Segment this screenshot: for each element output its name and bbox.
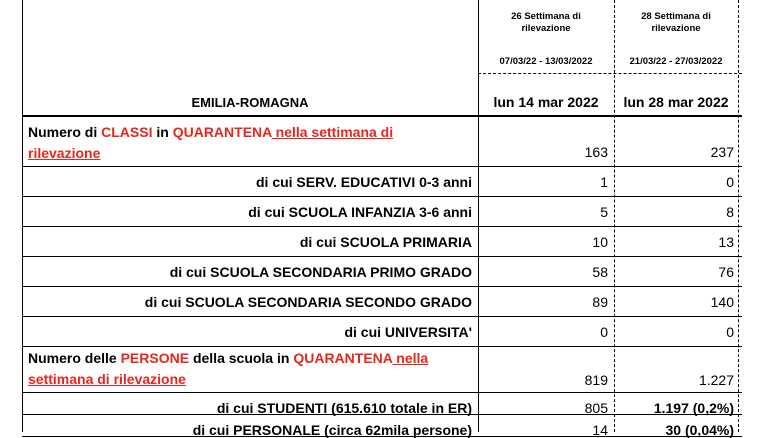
col1-date-range: 07/03/22 - 13/03/2022 (499, 56, 593, 67)
row-border (22, 286, 742, 287)
table-right-border (738, 0, 739, 432)
row-border (22, 392, 742, 393)
header-divider (478, 73, 742, 74)
row-label: di cui SCUOLA INFANZIA 3-6 anni (248, 204, 472, 220)
col2-date: lun 28 mar 2022 (623, 94, 729, 110)
row-border (22, 346, 742, 347)
row-label: di cui SCUOLA SECONDARIA SECONDO GRADO (144, 294, 472, 310)
row-label: di cui SCUOLA SECONDARIA PRIMO GRADO (169, 264, 472, 280)
row-col1-value: 10 (592, 234, 608, 250)
row-col1-value: 5 (600, 204, 608, 220)
persone-section-label: Numero delle PERSONE della scuola in QUARANTENA nella settimana di rilevazione (28, 350, 429, 387)
row-col2-value: 0 (726, 174, 734, 190)
row-border (22, 414, 742, 415)
persone-col2-value: 1.227 (698, 372, 734, 388)
row-col2-value: 140 (710, 294, 734, 310)
row-col1-value: 58 (592, 264, 608, 280)
row-label: di cui UNIVERSITA' (344, 324, 472, 340)
header-bottom-border (22, 115, 742, 117)
row-border (22, 226, 742, 227)
classi-col2-value: 237 (710, 144, 734, 160)
row-border (22, 316, 742, 317)
quarantine-table (22, 0, 742, 438)
row-col1-value: 14 (592, 422, 608, 438)
row-label: di cui STUDENTI (615.610 totale in ER) (216, 400, 472, 416)
row-border (22, 196, 742, 197)
row-label: di cui SCUOLA PRIMARIA (299, 234, 472, 250)
row-col2-value: 0 (726, 324, 734, 340)
row-col1-value: 0 (600, 324, 608, 340)
col1-date: lun 14 mar 2022 (493, 94, 599, 110)
row-col2-value: 8 (726, 204, 734, 220)
region-title: EMILIA-ROMAGNA (191, 95, 309, 110)
row-col2-value: 76 (718, 264, 734, 280)
classi-col1-value: 163 (584, 144, 608, 160)
row-label: di cui PERSONALE (circa 62mila persone) (192, 422, 472, 438)
row-col2-value: 30 (0,04%) (665, 422, 734, 438)
classi-section-label: Numero di CLASSI in QUARANTENA nella settimana di rilevazione (28, 124, 394, 161)
col1-week-header: 26 Settimana di rilevazione (511, 11, 581, 34)
row-col2-value: 1.197 (0,2%) (653, 400, 734, 416)
table-left-border (22, 0, 23, 432)
row-label: di cui SERV. EDUCATIVI 0-3 anni (255, 174, 472, 190)
row-border (22, 436, 742, 437)
row-col1-value: 805 (584, 400, 608, 416)
persone-col1-value: 819 (584, 372, 608, 388)
row-border (22, 256, 742, 257)
row-col1-value: 89 (592, 294, 608, 310)
col2-week-header: 28 Settimana di rilevazione (641, 11, 711, 34)
col2-date-range: 21/03/22 - 27/03/2022 (629, 56, 723, 67)
row-border (22, 166, 742, 167)
row-col1-value: 1 (600, 174, 608, 190)
row-col2-value: 13 (718, 234, 734, 250)
